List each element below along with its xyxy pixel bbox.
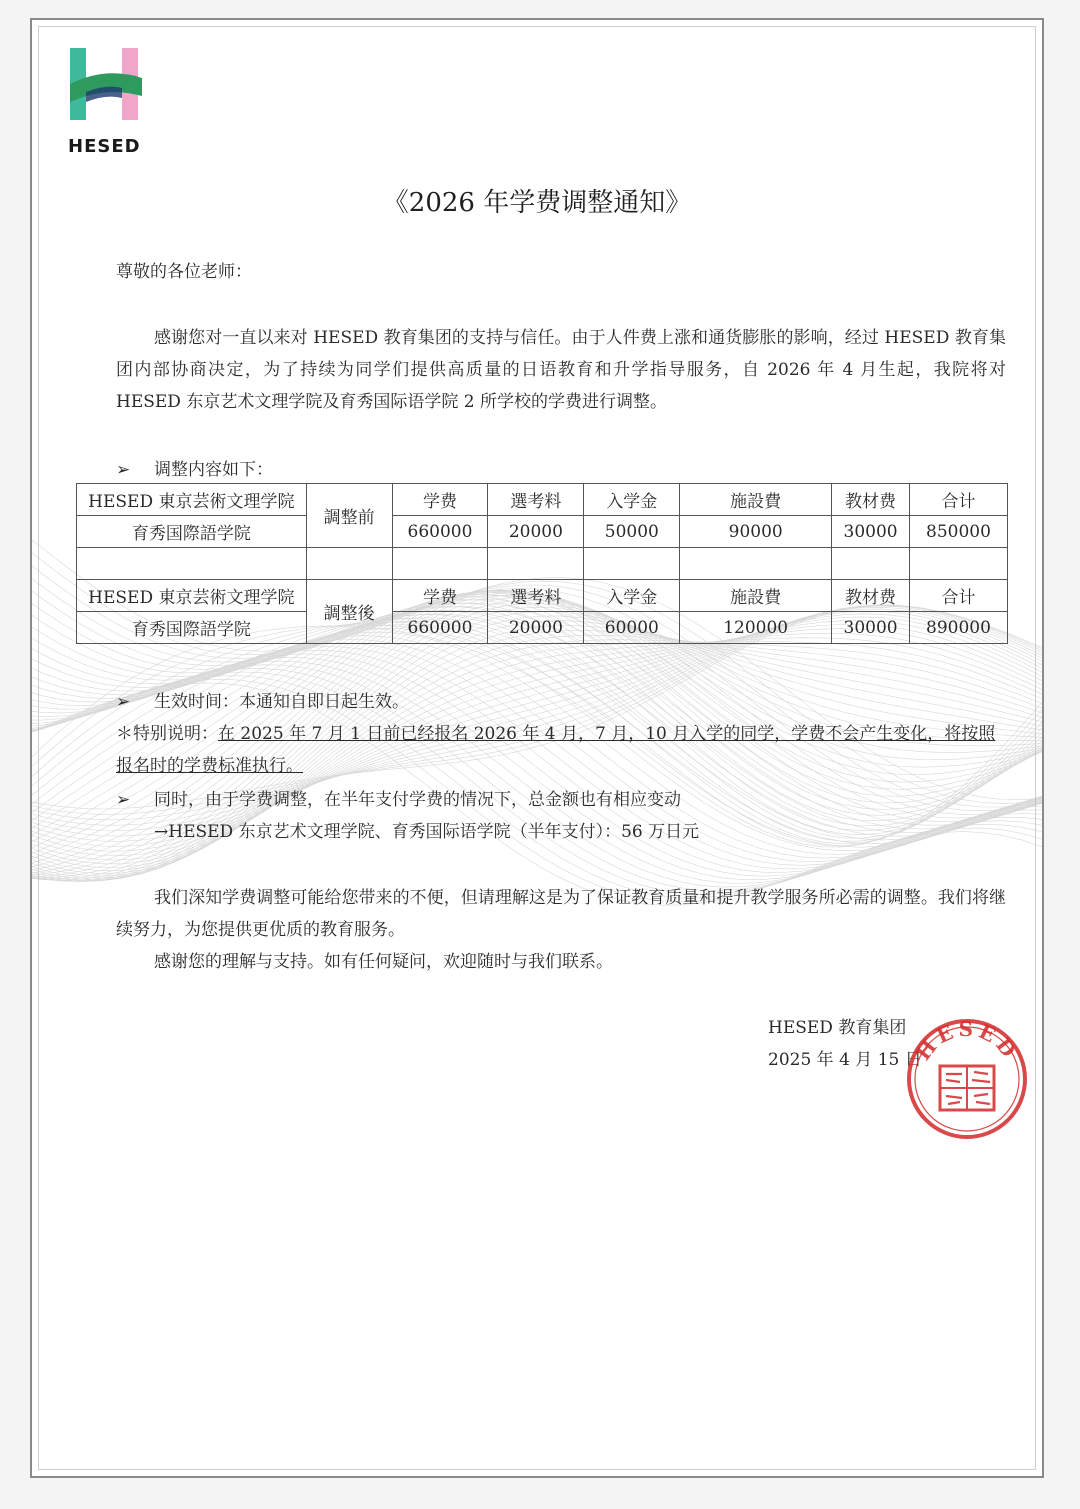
fee-value-cell: 90000	[680, 516, 832, 548]
fee-header-cell: 入学金	[584, 484, 680, 516]
effective-date	[116, 686, 409, 718]
fee-value-cell: 30000	[832, 612, 910, 644]
special-prefix: ＊特别说明：	[116, 724, 218, 744]
fee-header-cell: 選考料	[488, 484, 584, 516]
semiannual-note	[116, 784, 681, 816]
fee-value-cell: 30000	[832, 516, 910, 548]
fee-value-cell: 850000	[910, 516, 1008, 548]
table-row	[77, 516, 1008, 548]
semiannual-detail: →HESED 东京艺术文理学院、育秀国际语学院（半年支付）：56 万日元	[154, 822, 700, 842]
effective-text: 生效时间：本通知自即日起生效。	[154, 692, 409, 712]
school-name-cell: HESED 東京芸術文理学院	[77, 580, 307, 612]
table-row	[77, 484, 1008, 516]
fee-header-cell: 施設費	[680, 484, 832, 516]
fee-value-cell: 50000	[584, 516, 680, 548]
svg-text:HESED: HESED	[910, 1016, 1024, 1065]
closing-paragraph: 我们深知学费调整可能给您带来的不便，但请理解这是为了保证教育质量和提升教学服务所必需的调整。我们将继续努力，为您提供更优质的教育服务。	[116, 888, 1006, 940]
fee-header-cell: 合计	[910, 580, 1008, 612]
fee-value-cell: 20000	[488, 612, 584, 644]
fee-value-cell: 660000	[392, 612, 488, 644]
school-name-cell: 育秀国際語学院	[77, 612, 307, 644]
adjust-heading-text: 调整内容如下：	[154, 460, 273, 480]
fee-value-cell: 120000	[680, 612, 832, 644]
thanks-line: 感谢您的理解与支持。如有任何疑问，欢迎随时与我们联系。	[154, 952, 613, 972]
school-name-cell: 育秀国際語学院	[77, 516, 307, 548]
signature-org: HESED 教育集团	[768, 1018, 907, 1038]
fee-header-cell: 選考料	[488, 580, 584, 612]
table-row-empty	[77, 548, 1008, 580]
special-note	[116, 718, 1006, 782]
company-seal-stamp	[904, 1016, 1030, 1142]
fee-header-cell: 教材费	[832, 580, 910, 612]
table-row	[77, 580, 1008, 612]
fee-value-cell: 20000	[488, 516, 584, 548]
notice-title: 《2026 年学费调整通知》	[382, 188, 692, 218]
notice-page	[30, 18, 1044, 1478]
fee-value-cell: 890000	[910, 612, 1008, 644]
special-body: 在 2025 年 7 月 1 日前已经报名 2026 年 4 月，7 月，10 月入学的同学，学费不会产生变化，将按照报名时的学费标准执行。	[116, 724, 996, 776]
fee-header-cell: 合计	[910, 484, 1008, 516]
hesed-logo	[66, 44, 146, 124]
period-label-cell: 調整後	[306, 580, 392, 644]
adjust-heading	[116, 454, 273, 486]
bullet-arrow-icon: ➢	[116, 460, 131, 480]
fee-header-cell: 入学金	[584, 580, 680, 612]
fee-header-cell: 施設費	[680, 580, 832, 612]
school-name-cell: HESED 東京芸術文理学院	[77, 484, 307, 516]
signature-date: 2025 年 4 月 15 日	[768, 1050, 922, 1070]
fee-value-cell: 660000	[392, 516, 488, 548]
fee-table	[76, 483, 1008, 644]
fee-header-cell: 学费	[392, 580, 488, 612]
bullet-arrow-icon: ➢	[116, 790, 131, 810]
bullet-arrow-icon: ➢	[116, 692, 131, 712]
greeting: 尊敬的各位老师：	[116, 262, 252, 282]
semiannual-text: 同时，由于学费调整，在半年支付学费的情况下，总金额也有相应变动	[154, 790, 681, 810]
fee-header-cell: 学费	[392, 484, 488, 516]
period-label-cell: 調整前	[306, 484, 392, 548]
table-row	[77, 612, 1008, 644]
logo-text: HESED	[68, 136, 141, 157]
fee-value-cell: 60000	[584, 612, 680, 644]
intro-paragraph: 感谢您对一直以来对 HESED 教育集团的支持与信任。由于人件费上涨和通货膨胀的影响，经过 HESED 教育集团内部协商决定，为了持续为同学们提供高质量的日语教育和升学指导服务，自 2026 年 4 月生起，我院将对 HESED 东京艺术文理学院及育秀国际语学院 2 所学校的学费进行调整。	[116, 328, 1006, 412]
fee-header-cell: 教材费	[832, 484, 910, 516]
